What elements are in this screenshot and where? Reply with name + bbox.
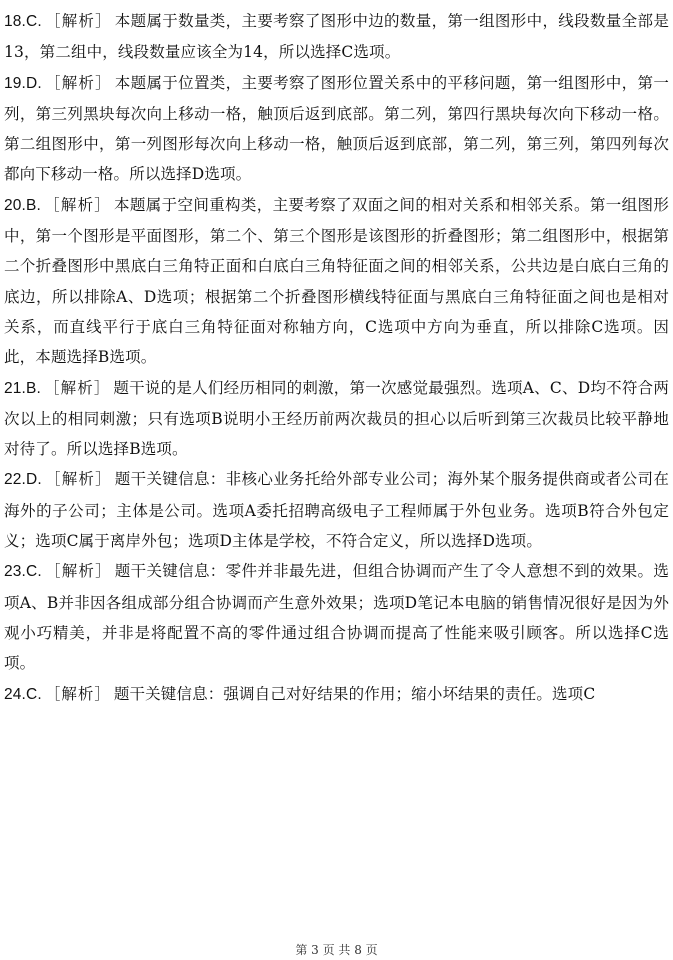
answer-number: 19.D. xyxy=(4,74,42,92)
analysis-tag: ［解析］ xyxy=(44,470,112,489)
answer-entry-20 xyxy=(4,190,669,373)
analysis-tag: ［解析］ xyxy=(43,195,112,214)
answer-entry-22 xyxy=(4,464,669,556)
analysis-tag: ［解析］ xyxy=(44,684,111,703)
analysis-tag: ［解析］ xyxy=(44,73,112,92)
analysis-text: 本题属于空间重构类，主要考察了双面之间的相对关系和相邻关系。第一组图形中，第一个图形是平面图形，第二个、第三个图形是该图形的折叠图形；第二组图形中，根据第二个折叠图形中黑底白三角特正面和白底白三角特征面之间的相邻关系，公共边是白底白三角的底边，所以排除A、D选项；根据第二个折叠图形横线特征面与黑底白三角特征面之间也是相对关系，而直线平行于底白三角特征面对称轴方向，C选项中方向为垂直，所以排除C选项。因此，本题选择B选项。 xyxy=(4,195,669,367)
analysis-text: 本题属于数量类，主要考察了图形中边的数量，第一组图形中，线段数量全部是13，第二组中，线段数量应该全为14，所以选择C选项。 xyxy=(4,12,669,62)
answer-number: 22.D. xyxy=(4,471,42,489)
analysis-text: 本题属于位置类，主要考察了图形位置关系中的平移问题，第一组图形中，第一列，第三列黑块每次向上移动一格，触顶后返到底部。第二列，第四行黑块每次向下移动一格。第二组图形中，第一列图形每次向上移动一格，触顶后返到底部，第二列，第三列，第四列每次都向下移动一格。所以选择D选项。 xyxy=(4,73,669,184)
analysis-text: 题干说的是人们经历相同的刺激，第一次感觉最强烈。选项A、C、D均不符合两次以上的相同刺激；只有选项B说明小王经历前两次裁员的担心以后听到第三次裁员比较平静地对待了。所以选择B选项。 xyxy=(4,378,669,459)
answer-entry-18 xyxy=(4,6,669,68)
answer-number: 24.C. xyxy=(4,685,42,703)
analysis-tag: ［解析］ xyxy=(44,562,112,581)
page-footer: 第 3 页 共 8 页 xyxy=(295,943,378,957)
answer-entry-19 xyxy=(4,68,669,190)
analysis-tag: ［解析］ xyxy=(44,12,112,30)
answer-number: 20.B. xyxy=(4,196,41,214)
answer-number: 23.C. xyxy=(4,563,42,581)
analysis-text: 题干关键信息：强调自己对好结果的作用；缩小坏结果的责任。选项C xyxy=(113,684,596,703)
answer-entry-24 xyxy=(4,679,669,710)
answer-number: 18.C. xyxy=(4,13,42,30)
answer-number: 21.B. xyxy=(4,379,41,397)
analysis-text: 题干关键信息：零件并非最先进，但组合协调而产生了令人意想不到的效果。选项A、B并非因各组成部分组合协调而产生意外效果；选项D笔记本电脑的销售情况很好是因为外观小巧精美，并非是将配置不高的零件通过组合协调而提高了性能来吸引顾客。所以选择C选项。 xyxy=(4,562,669,673)
answer-entry-23 xyxy=(4,556,669,678)
answer-entry-21 xyxy=(4,373,669,465)
analysis-tag: ［解析］ xyxy=(43,378,111,397)
analysis-text: 题干关键信息：非核心业务托给外部专业公司；海外某个服务提供商或者公司在海外的子公司；主体是公司。选项A委托招聘高级电子工程师属于外包业务。选项B符合外包定义；选项C属于离岸外包；选项D主体是学校，不符合定义，所以选择D选项。 xyxy=(4,470,669,551)
